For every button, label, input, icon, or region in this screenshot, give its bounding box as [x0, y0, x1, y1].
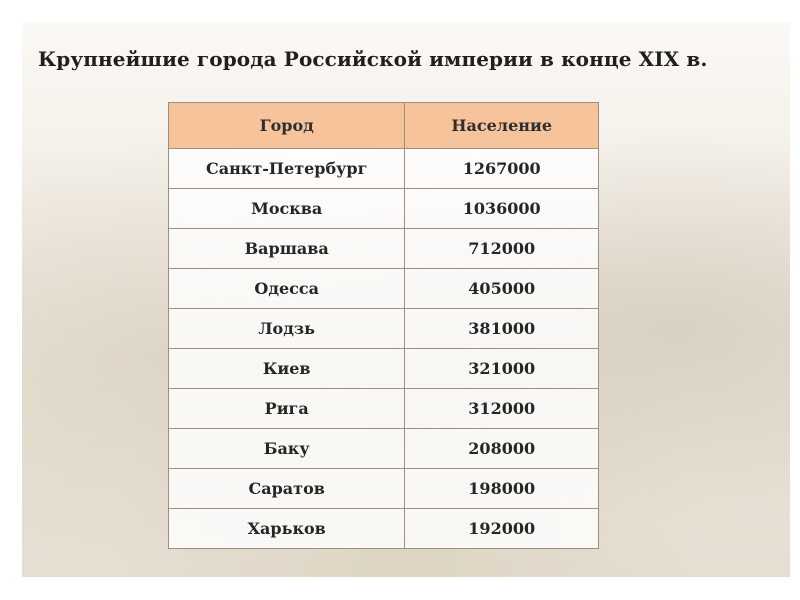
cell-city: Лодзь	[169, 309, 405, 349]
table-row	[169, 229, 599, 269]
table-row	[169, 469, 599, 509]
table-header-row	[169, 103, 599, 149]
cell-population: 312000	[405, 389, 599, 429]
cell-population: 198000	[405, 469, 599, 509]
cell-city: Варшава	[169, 229, 405, 269]
cell-population: 405000	[405, 269, 599, 309]
cell-population: 1036000	[405, 189, 599, 229]
header-city: Город	[169, 103, 405, 149]
header-population: Население	[405, 103, 599, 149]
cell-population: 712000	[405, 229, 599, 269]
cell-population: 192000	[405, 509, 599, 549]
cell-city: Киев	[169, 349, 405, 389]
table-row	[169, 309, 599, 349]
table-row	[169, 349, 599, 389]
table-row	[169, 429, 599, 469]
table-row	[169, 509, 599, 549]
page-title: Крупнейшие города Российской империи в конце XIX в.	[38, 47, 708, 71]
cell-city: Рига	[169, 389, 405, 429]
cell-city: Одесса	[169, 269, 405, 309]
table-row	[169, 269, 599, 309]
table-row	[169, 389, 599, 429]
cell-city: Саратов	[169, 469, 405, 509]
cell-population: 208000	[405, 429, 599, 469]
cell-population: 381000	[405, 309, 599, 349]
table-row	[169, 149, 599, 189]
cell-city: Баку	[169, 429, 405, 469]
cities-population-table	[168, 102, 599, 549]
table-row	[169, 189, 599, 229]
cell-population: 321000	[405, 349, 599, 389]
cell-population: 1267000	[405, 149, 599, 189]
cell-city: Харьков	[169, 509, 405, 549]
cell-city: Москва	[169, 189, 405, 229]
cell-city: Санкт-Петербург	[169, 149, 405, 189]
slide	[22, 22, 790, 577]
